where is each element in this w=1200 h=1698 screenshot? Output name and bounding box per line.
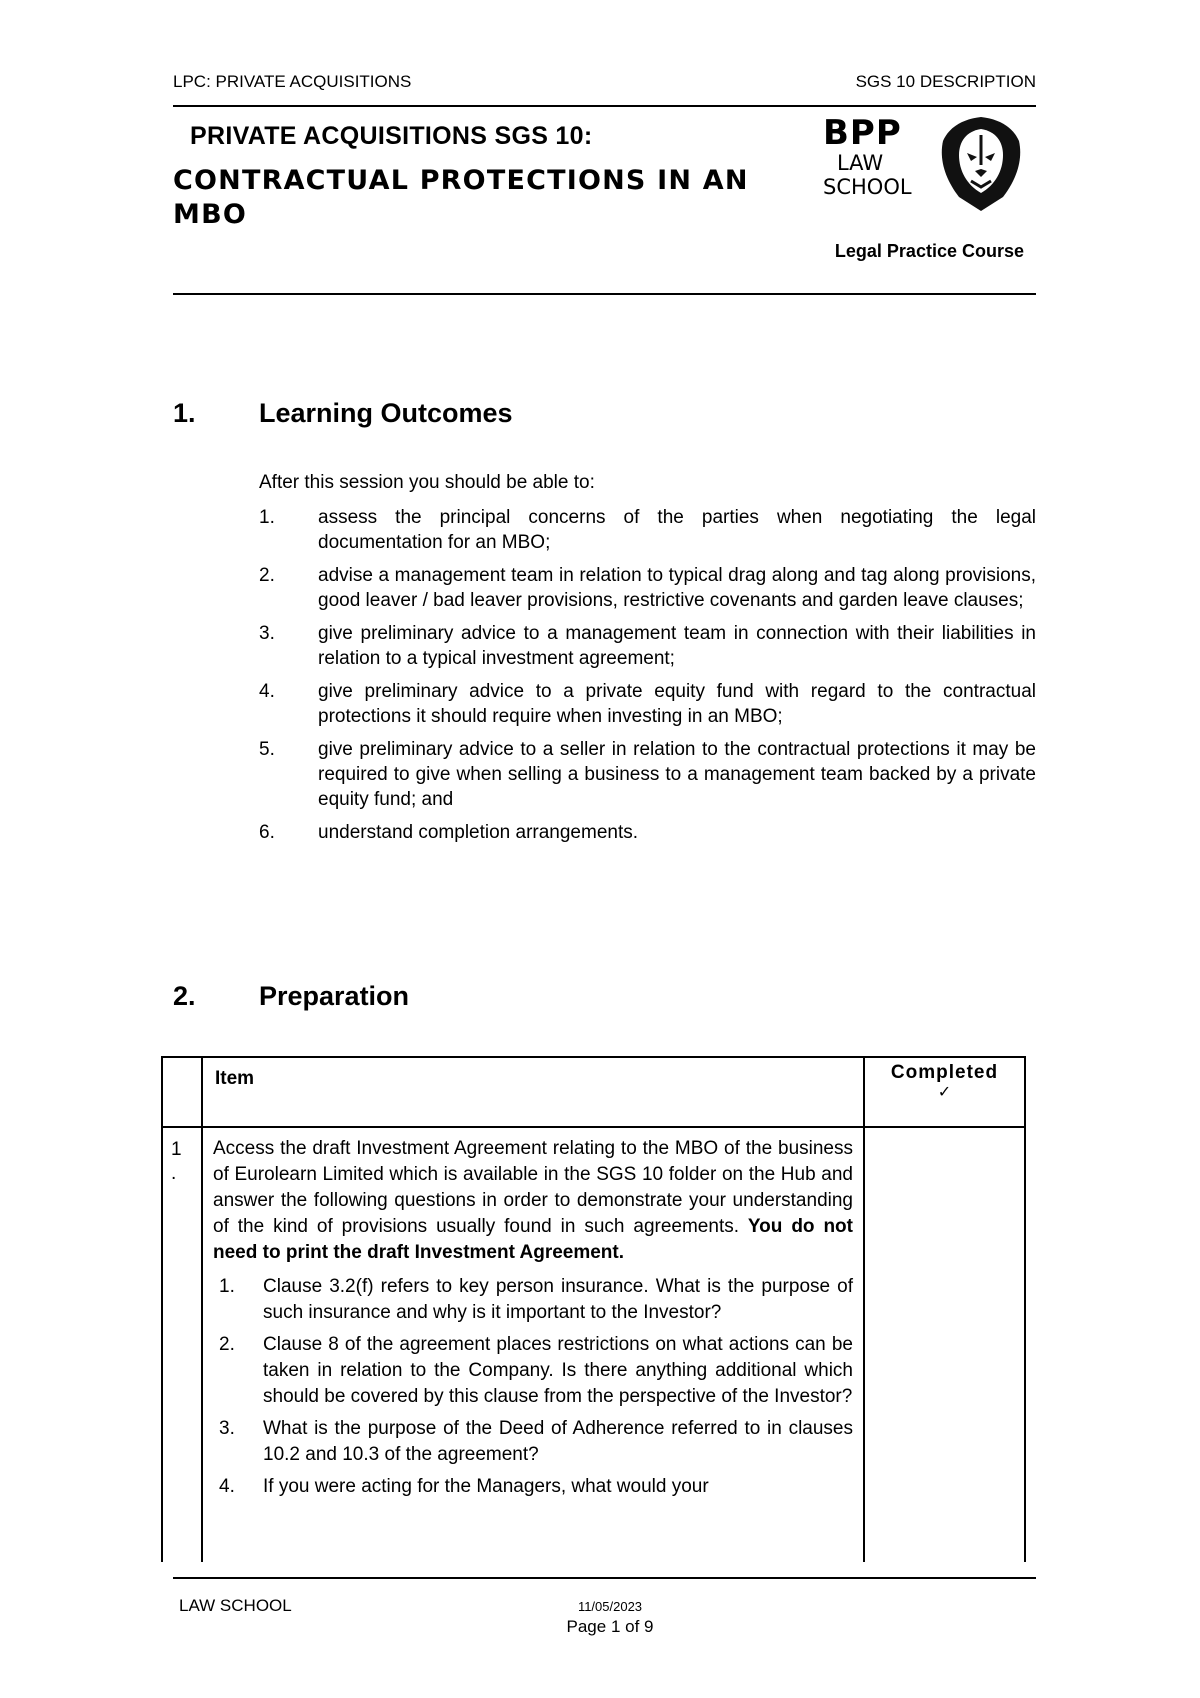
question-text: What is the purpose of the Deed of Adherence referred to in clauses 10.2 and 10.3 of the agreement? [263,1418,853,1465]
question-number: 4. [219,1476,235,1497]
table-header-item: Item [202,1057,864,1127]
question-number: 2. [219,1334,235,1355]
outcome-number: 5. [259,739,275,760]
question-item [213,1274,853,1326]
outcome-text: give preliminary advice to a management team in connection with their liabilities in relation to a typical investment agreement; [318,623,1036,669]
running-header-right: SGS 10 DESCRIPTION [855,72,1036,91]
outcome-item [259,621,1036,671]
document-subtitle: CONTRACTUAL PROTECTIONS IN AN MBO [173,165,749,230]
outcomes-intro: After this session you should be able to: [259,472,595,493]
outcome-number: 2. [259,565,275,586]
learning-outcomes-list [259,505,1036,853]
outcome-item [259,679,1036,729]
section-1-title: Learning Outcomes [259,398,513,428]
document-title: PRIVATE ACQUISITIONS SGS 10: [190,122,593,150]
outcome-item [259,505,1036,555]
section-2-number: 2. [173,981,196,1011]
completed-icon: ✓ [937,1084,952,1101]
completed-label: Completed [890,1062,999,1083]
outcome-item [259,737,1036,812]
running-header-left: LPC: PRIVATE ACQUISITIONS [173,72,412,91]
section-1-heading [173,398,513,429]
page-number: Page 1 of 9 [566,1617,654,1636]
table-header-number [162,1057,202,1127]
outcome-text: advise a management team in relation to typical drag along and tag along provisions, good leaver / bad leaver provisions, restrictive covenants and garden leave clauses; [318,565,1036,611]
question-list [213,1274,853,1500]
logo-law-text: LAW [837,151,884,175]
question-number: 1. [219,1276,235,1297]
question-text: Clause 3.2(f) refers to key person insurance. What is the purpose of such insurance and why is it important to the Investor? [263,1276,853,1323]
lion-head-icon [941,115,1021,213]
question-text: Clause 8 of the agreement places restrictions on what actions can be taken in relation to the Company. Is there anything additional which should be covered by this clause from the perspective of the Investor? [263,1334,853,1407]
row-completed[interactable] [864,1127,1025,1562]
outcome-text: understand completion arrangements. [318,822,639,843]
outcome-item [259,820,1036,845]
outcome-text: assess the principal concerns of the parties when negotiating the legal documentation for an MBO; [318,507,1036,553]
section-2-heading [173,981,409,1012]
outcome-text: give preliminary advice to a seller in relation to the contractual protections it may be required to give when selling a business to a management team backed by a private equity fund; and [318,739,1036,810]
question-item [213,1474,853,1500]
outcome-text: give preliminary advice to a private equity fund with regard to the contractual protections it should require when investing in an MBO; [318,681,1036,727]
question-item [213,1416,853,1468]
section-1-number: 1. [173,398,196,428]
table-row [162,1127,1025,1562]
outcome-number: 4. [259,681,275,702]
row-number: 1 . [162,1127,202,1562]
row-item [202,1127,864,1562]
outcome-item [259,563,1036,613]
footer-left: LAW SCHOOL [179,1596,292,1615]
row-item-bold-note: You do not need to print the draft Investment Agreement. [213,1216,853,1263]
footer-rule [173,1577,1036,1579]
bpp-law-school-logo [823,115,1023,215]
logo-bpp-text: BPP [823,113,902,153]
outcome-number: 6. [259,822,275,843]
question-number: 3. [219,1418,235,1439]
row-item-text: Access the draft Investment Agreement relating to the MBO of the business of Eurolearn Limited which is available in the SGS 10 folder on the Hub and answer the following questions in order to demonstrate your understanding of the kind of provisions usually found in such agreements. [213,1138,853,1237]
logo-school-text: SCHOOL [823,175,912,199]
course-label: Legal Practice Course [834,241,1024,261]
footer-date: 11/05/2023 [577,1599,643,1614]
table-header-completed [864,1057,1025,1127]
question-item [213,1332,853,1410]
preparation-table [161,1056,1026,1562]
question-text: If you were acting for the Managers, what would your [263,1476,709,1497]
header-rule [173,105,1036,107]
outcome-number: 1. [259,507,275,528]
title-rule [173,293,1036,295]
outcome-number: 3. [259,623,275,644]
section-2-title: Preparation [259,981,410,1011]
